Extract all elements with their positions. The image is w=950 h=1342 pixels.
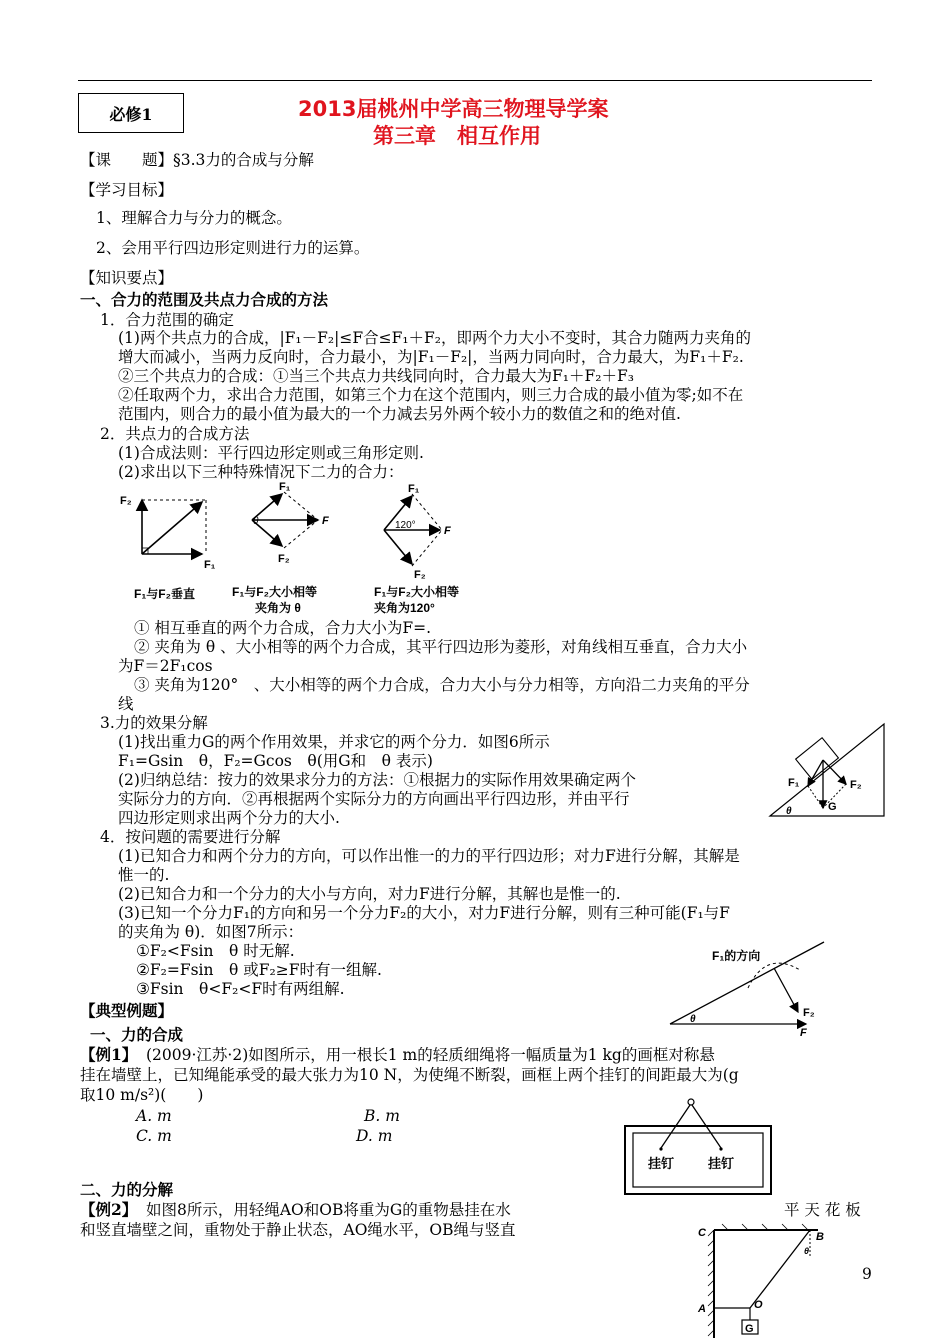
f2-label: F₂	[414, 569, 426, 581]
point-b-label: B	[816, 1231, 824, 1243]
text-line: 线	[118, 695, 134, 713]
f-label: F	[800, 1027, 807, 1039]
text-line: ③ 夹角为120° 、大小相等的两个力合成，合力大小与分力相等，方向沿二力夹角的平分	[134, 676, 750, 694]
option-c[interactable]: C. m	[136, 1127, 172, 1145]
f2-label: F₂	[120, 495, 132, 507]
text-line: ②任取两个力，求出合力范围，如第三个力在这个范围内，则三力合成的最小值为零;如不在	[118, 386, 744, 404]
course-tag: 必修1	[78, 93, 184, 133]
text-line: 4．按问题的需要进行分解	[100, 828, 281, 846]
nail-label: 挂钉	[648, 1156, 675, 1171]
text-line: 如图8所示，用轻绳AO和OB将重为G的重物悬挂在水	[146, 1201, 511, 1219]
f2-label: F₂	[850, 779, 862, 791]
topic-line: 【课 题】§3.3力的合成与分解	[80, 151, 314, 169]
text-line: 1．合力范围的确定	[100, 311, 234, 329]
caption: 夹角为120°	[374, 601, 435, 615]
f1-label: F₁	[788, 777, 800, 789]
frame-figure	[624, 1096, 774, 1196]
text-line: 增大而减小，当两力反向时，合力最小，为|F₁－F₂|，当两力同向时，合力最大，为F₁＋F₂.	[118, 348, 744, 366]
text-line: ②三个共点力的合成：①当三个共点力共线同向时，合力最大为F₁＋F₂＋F₃	[118, 367, 634, 385]
text-line: F₁=Gsin θ，F₂=Gcos θ(用G和 θ 表示)	[118, 752, 433, 770]
point-o-label: O	[754, 1299, 763, 1311]
f1-label: F₁	[408, 483, 420, 495]
option-d[interactable]: D. m	[356, 1127, 393, 1145]
f2-label: F₂	[278, 553, 290, 565]
text-line: ①F₂<Fsin θ 时无解.	[136, 942, 295, 960]
top-rule	[78, 80, 872, 81]
text-line: 实际分力的方向．②再根据两个实际分力的方向画出平行四边形，并由平行	[118, 790, 630, 808]
text-line: 2．共点力的合成方法	[100, 425, 250, 443]
text-line: (2)求出以下三种特殊情况下二力的合力：	[118, 463, 404, 481]
section-heading: 一、力的合成	[90, 1025, 184, 1044]
decomposition-figure	[666, 940, 841, 1039]
text-line: ③Fsin θ<F₂<F时有两组解.	[136, 980, 345, 998]
text-line: (2)归纳总结：按力的效果求分力的方法：①根据力的实际作用效果确定两个	[118, 771, 636, 789]
option-b[interactable]: B. m	[364, 1107, 400, 1125]
f-label: F	[322, 515, 329, 527]
text-line: (1)找出重力G的两个作用效果，并求它的两个分力．如图6所示	[118, 733, 550, 751]
f2-label: F₂	[803, 1007, 815, 1019]
option-a[interactable]: A. m	[136, 1107, 172, 1125]
text-line: 挂在墙壁上，已知绳能承受的最大张力为10 N，为使绳不断裂，画框上两个挂钉的间距最大为(g	[80, 1066, 739, 1084]
hanging-weight-figure	[694, 1228, 834, 1340]
text-line: (2009·江苏·2)如图所示，用一根长1 m的轻质细绳将一幅质量为1 kg的画框对称悬	[146, 1046, 715, 1064]
text-line: 范围内，则合力的最小值为最大的一个力减去另外两个较小力的数值之和的绝对值.	[118, 405, 681, 423]
text-line: 取10 m/s²)( )	[80, 1086, 204, 1104]
nail-label: 挂钉	[708, 1156, 735, 1171]
text-line: ②F₂=Fsin θ 或F₂≥F时有一组解.	[136, 961, 382, 979]
text-line: 平 天 花 板	[784, 1201, 861, 1219]
chapter-title: 第三章 相互作用	[373, 124, 541, 148]
section-heading: 一、合力的范围及共点力合成的方法	[80, 290, 329, 309]
goal-item: 2、会用平行四边形定则进行力的运算。	[96, 239, 370, 257]
caption: F₁与F₂大小相等	[374, 585, 459, 599]
f1-label: F₁	[204, 559, 216, 571]
text-line: 四边形定则求出两个分力的大小.	[118, 809, 340, 827]
weight-label: G	[745, 1323, 754, 1335]
text-line: (2)已知合力和一个分力的大小与方向，对力F进行分解，其解也是惟一的.	[118, 885, 621, 903]
text-line: (3)已知一个分力F₁的方向和另一个分力F₂的大小，对力F进行分解，则有三种可能(F₁与F	[118, 904, 730, 922]
page-number: 9	[862, 1265, 872, 1283]
f1-label: F₁	[279, 481, 291, 493]
theta-label: θ	[690, 1014, 696, 1025]
angle-label: 120°	[395, 520, 416, 531]
caption: F₁与F₂垂直	[134, 587, 195, 601]
goal-item: 1、理解合力与分力的概念。	[96, 209, 292, 227]
goals-title: 【学习目标】	[80, 181, 174, 199]
text-line: 惟一的.	[118, 866, 170, 884]
text-line: 和竖直墙壁之间，重物处于静止状态，AO绳水平，OB绳与竖直	[80, 1221, 516, 1239]
composition-figures	[112, 482, 582, 622]
caption: 夹角为 θ	[255, 601, 301, 615]
points-title: 【知识要点】	[80, 269, 174, 287]
caption: F₁与F₂大小相等	[232, 585, 317, 599]
incline-figure	[766, 718, 886, 818]
text-line: (1)合成法则：平行四边形定则或三角形定则.	[118, 444, 424, 462]
text-line: 为F＝2F₁cos	[118, 657, 213, 675]
point-c-label: C	[698, 1227, 706, 1239]
point-a-label: A	[698, 1303, 706, 1315]
text-line: ① 相互垂直的两个力合成，合力大小为F=.	[134, 619, 432, 637]
f-label: F	[444, 525, 451, 537]
examples-title: 【典型例题】	[80, 1001, 174, 1020]
doc-title: 2013届桃州中学高三物理导学案	[298, 97, 609, 121]
example-label: 【例2】	[80, 1200, 138, 1219]
text-line: 3.力的效果分解	[100, 714, 208, 732]
theta-label: θ	[804, 1246, 810, 1256]
text-line: (1)两个共点力的合成，|F₁－F₂|≤F合≤F₁＋F₂，即两个力大小不变时，其合力随两力夹角的	[118, 329, 752, 347]
theta-label: θ	[253, 516, 259, 527]
g-label: G	[828, 801, 837, 813]
text-line: (1)已知合力和两个分力的方向，可以作出惟一的力的平行四边形；对力F进行分解，其解是	[118, 847, 740, 865]
direction-label: F₁的方向	[712, 949, 761, 963]
text-line: ② 夹角为 θ 、大小相等的两个力合成，其平行四边形为菱形，对角线相互垂直，合力大小	[134, 638, 748, 656]
text-line: 的夹角为 θ)．如图7所示：	[118, 923, 304, 941]
example-label: 【例1】	[80, 1045, 138, 1064]
section-heading: 二、力的分解	[80, 1180, 174, 1199]
theta-label: θ	[786, 806, 792, 817]
